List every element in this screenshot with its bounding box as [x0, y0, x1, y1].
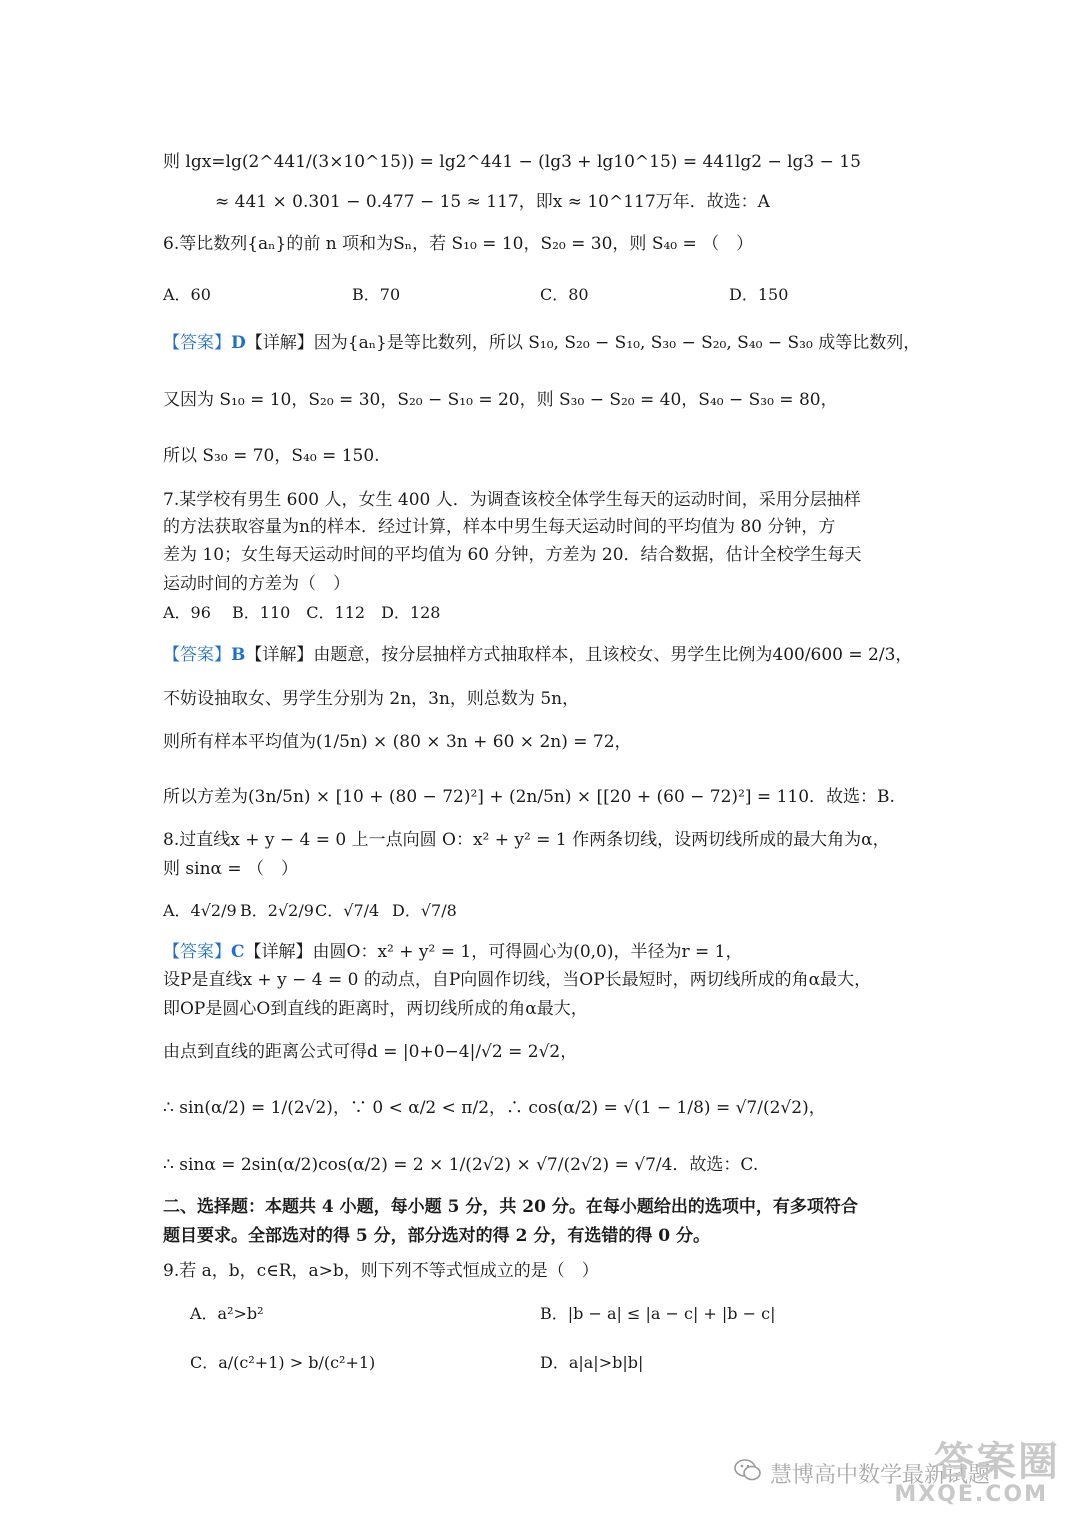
line-7-4: 所以方差为(3n/5n) × [10 + (80 − 72)²] + (2n/5n) × [[20 + (60 − 72)²] = 110．故选：B. — [163, 787, 895, 807]
line-6: 所以 S₃₀ = 70，S₄₀ = 150. — [163, 446, 380, 466]
answer-letter: D — [231, 333, 246, 353]
question-9: 9.若 a，b，c∈R，a>b，则下列不等式恒成立的是（ ） — [163, 1261, 599, 1281]
answer-tag: 【答案】 — [163, 645, 231, 665]
question-7-line-3: 差为 10；女生每天运动时间的平均值为 60 分钟，方差为 20．结合数据，估计全校学生每天 — [163, 545, 862, 565]
q8-option-d: D．√7/8 — [392, 901, 457, 920]
q6-option-b: B．70 — [352, 285, 401, 304]
line-8-5: ∴ sin(α/2) = 1/(2√2)，∵ 0 < α/2 < π/2，∴ cos(α/2) = √(1 − 1/8) = √7/(2√2)， — [163, 1098, 826, 1118]
watermark-url: MXQE.COM — [894, 1482, 1048, 1507]
question-7-line-1: 7.某学校有男生 600 人，女生 400 人．为调查该校全体学生每天的运动时间，采用分层抽样 — [163, 490, 861, 510]
line-5: 又因为 S₁₀ = 10，S₂₀ = 30，S₂₀ − S₁₀ = 20，则 S₃₀ − S₂₀ = 40，S₄₀ − S₃₀ = 80， — [163, 390, 838, 410]
q6-option-c: C．80 — [540, 285, 589, 304]
q7-options: A．96 B．110 C．112 D．128 — [163, 603, 441, 622]
watermark-text: 慧博高中数学最新试题 — [770, 1463, 991, 1488]
watermark — [730, 1440, 1060, 1510]
q6-option-d: D．150 — [729, 285, 789, 304]
answer-letter: C — [231, 942, 245, 962]
q9-option-b: B．|b − a| ≤ |a − c| + |b − c| — [540, 1304, 776, 1323]
section-2-heading-line-1: 二、选择题：本题共 4 小题，每小题 5 分，共 20 分。在每小题给出的选项中，有多项符合 — [163, 1197, 858, 1217]
line-8-6: ∴ sinα = 2sin(α/2)cos(α/2) = 2 × 1/(2√2) × √7/(2√2) = √7/4．故选：C. — [163, 1155, 759, 1175]
q9-option-a: A．a²>b² — [190, 1304, 264, 1323]
question-7-line-2: 的方法获取容量为n的样本．经过计算，样本中男生每天运动时间的平均值为 80 分钟，方 — [163, 517, 836, 537]
answer-8 — [163, 940, 743, 964]
line-7-2: 不妨设抽取女、男学生分别为 2n，3n，则总数为 5n， — [163, 689, 580, 709]
q6-option-a: A．60 — [163, 285, 211, 304]
answer-explanation: 【详解】由题意，按分层抽样方式抽取样本，且该校女、男学生比例为400/600 = 2/3， — [245, 645, 913, 665]
q8-option-b: B．2√2/9 — [240, 901, 314, 920]
q9-option-c: C．a/(c²+1) > b/(c²+1) — [190, 1353, 376, 1372]
q8-option-c: C．√7/4 — [315, 901, 380, 920]
line-8-2: 设P是直线x + y − 4 = 0 的动点，自P向圆作切线，当OP长最短时，两切线所成的角α最大， — [163, 970, 872, 990]
answer-7 — [163, 643, 912, 667]
answer-letter: B — [231, 645, 246, 665]
line-2: ≈ 441 × 0.301 − 0.477 − 15 ≈ 117，即x ≈ 10^117万年．故选：A — [215, 192, 770, 212]
answer-explanation: 【详解】由圆O：x² + y² = 1，可得圆心为(0,0)，半径为r = 1， — [244, 942, 743, 962]
line-8-3: 即OP是圆心O到直线的距离时，两切线所成的角α最大， — [163, 999, 588, 1019]
answer-6 — [163, 331, 920, 355]
question-8-line-1: 8.过直线x + y − 4 = 0 上一点向圆 O：x² + y² = 1 作两条切线，设两切线所成的最大角为α， — [163, 830, 890, 850]
answer-explanation: 【详解】因为{aₙ}是等比数列，所以 S₁₀, S₂₀ − S₁₀, S₃₀ − S₂₀, S₄₀ − S₃₀ 成等比数列， — [245, 333, 921, 353]
question-6: 6.等比数列{aₙ}的前 n 项和为Sₙ，若 S₁₀ = 10，S₂₀ = 30，则 S₄₀ = （ ） — [163, 234, 754, 254]
question-7-line-4: 运动时间的方差为（ ） — [163, 574, 350, 594]
watermark-logo: 答案圈 — [934, 1439, 1060, 1485]
question-8-line-2: 则 sinα = （ ） — [163, 859, 299, 879]
answer-tag: 【答案】 — [163, 942, 231, 962]
line-7-3: 则所有样本平均值为(1/5n) × (80 × 3n + 60 × 2n) = 72， — [163, 732, 632, 752]
wechat-icon — [734, 1458, 762, 1482]
answer-tag: 【答案】 — [163, 333, 231, 353]
q8-option-a: A．4√2/9 — [163, 901, 237, 920]
line-8-4: 由点到直线的距离公式可得d = |0+0−4|/√2 = 2√2， — [163, 1042, 578, 1062]
q9-option-d: D．a|a|>b|b| — [540, 1353, 644, 1372]
section-2-heading-line-2: 题目要求。全部选对的得 5 分，部分选对的得 2 分，有选错的得 0 分。 — [163, 1226, 710, 1246]
line-1: 则 lgx=lg(2^441/(3×10^15)) = lg2^441 − (lg3 + lg10^15) = 441lg2 − lg3 − 15 — [163, 152, 861, 172]
